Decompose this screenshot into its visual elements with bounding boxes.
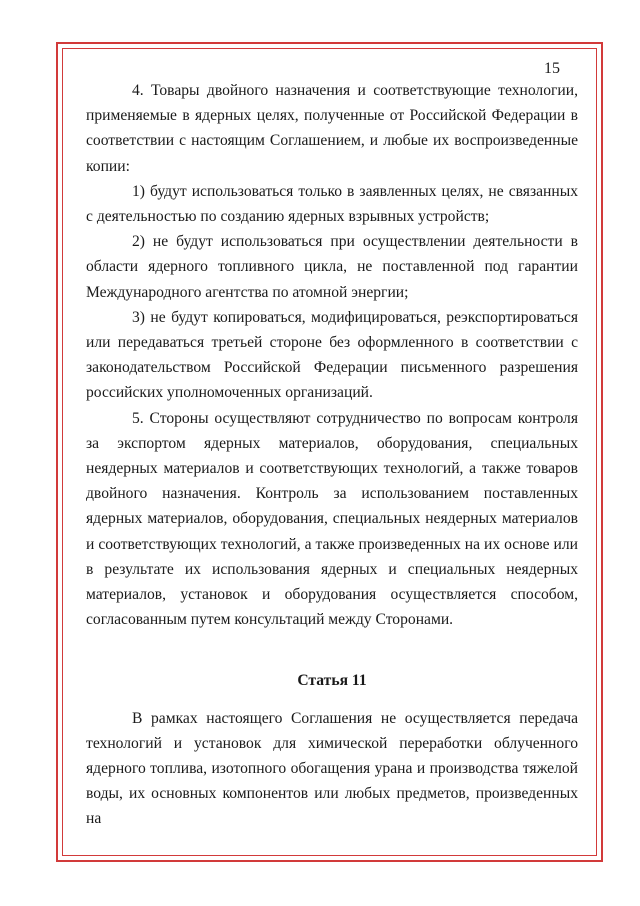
document-body: [86, 78, 578, 832]
paragraph-4-item-3: 3) не будут копироваться, модифицироваться, реэкспортироваться или передаваться третьей стороне без оформленного в соответствии с законодательством Российской Федерации письменного разрешения российских уполномоченных организаций.: [86, 308, 578, 402]
article-heading: Статья 11: [297, 672, 367, 690]
paragraph-4-item-2: 2) не будут использоваться при осуществлении деятельности в области ядерного топливного цикла, не поставленной под гарантии Международного агентства по атомной энергии;: [86, 233, 578, 301]
paragraph-4: 4. Товары двойного назначения и соответствующие технологии, применяемые в ядерных целях, полученные от Российской Федерации в соответствии с настоящим Соглашением, и любые их воспроизведенные копии:: [86, 82, 578, 175]
paragraph-5: 5. Стороны осуществляют сотрудничество по вопросам контроля за экспортом ядерных материалов, оборудования, специальных неядерных материалов и соответствующих технологий, а также товаров двойного назначения. Контроль за использованием поставленных ядерных материалов, оборудования, специальных неядерных материалов и соответствующих технологий, а также произведенных на их основе или в результате их использования ядерных и специальных неядерных материалов, установок и оборудования осуществляется способом, согласованным путем консультаций между Сторонами.: [86, 409, 578, 629]
page-number: 15: [544, 60, 560, 77]
paragraph-4-item-1: 1) будут использоваться только в заявленных целях, не связанных с деятельностью по созданию ядерных взрывных устройств;: [86, 182, 578, 226]
article-11-text: В рамках настоящего Соглашения не осуществляется передача технологий и установок для химической переработки облученного ядерного топлива, изотопного обогащения урана и производства тяжелой воды, их основных компонентов или любых предметов, произведенных на: [86, 709, 578, 828]
